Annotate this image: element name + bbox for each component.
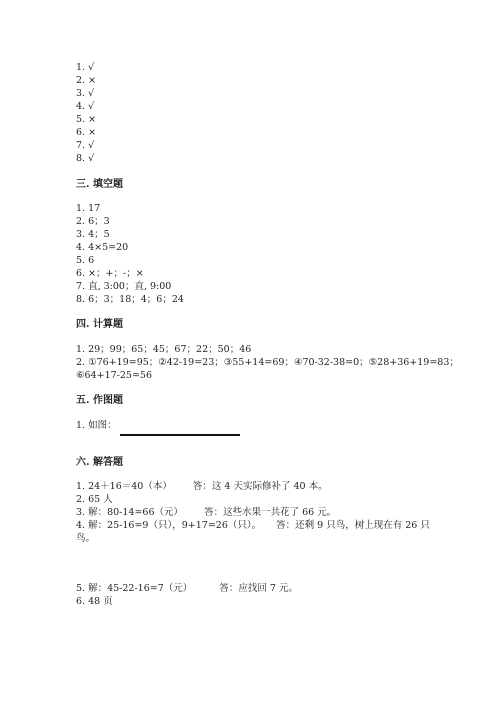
judge-answer-2: 2. ×: [76, 75, 97, 86]
judge-answer-4: 4. √: [76, 101, 95, 112]
word-answer-5: [76, 583, 298, 595]
judge-answer-8: 8. √: [76, 153, 95, 164]
word-answer-6: [76, 596, 113, 608]
word-answer-5-reply: 答：应找回 7 元。: [219, 583, 298, 594]
word-answer-2-calc: 2. 65 人: [76, 494, 113, 505]
word-answer-6-calc: 6. 48 页: [76, 596, 113, 607]
section-title-calculation: 四. 计算题: [76, 319, 123, 330]
fill-answer-3: 3. 4；5: [76, 229, 110, 240]
word-answer-2: [76, 494, 113, 506]
word-answer-3-reply: 答：这些水果一共花了 66 元。: [204, 507, 337, 518]
word-answer-1: [76, 481, 328, 493]
word-answer-1-calc: 1. 24＋16＝40（本）: [76, 481, 172, 492]
judge-answer-7: 7. √: [76, 140, 95, 151]
word-answer-4-reply: 答：还剩 9 只鸟，树上现在有 26 只: [276, 520, 430, 531]
fill-answer-5: 5. 6: [76, 255, 95, 266]
word-answer-3: [76, 507, 336, 519]
calc-answer-1: 1. 29；99；65；45；67；22；50；46: [76, 344, 252, 355]
fill-answer-4: 4. 4×5=20: [76, 242, 129, 253]
word-answer-4: [76, 520, 430, 532]
word-answer-1-reply: 答：这 4 天实际修补了 40 本。: [192, 481, 328, 492]
judge-answer-5: 5. ×: [76, 114, 97, 125]
section-title-drawing: 五. 作图题: [76, 395, 123, 406]
word-answer-5-calc: 5. 解：45-22-16=7（元）: [76, 583, 193, 594]
calc-answer-2: 2. ①76+19=95；②42-19=23；③55+14=69；④70-32-38=0；⑤28+36+19=83；: [76, 357, 459, 368]
section-title-fill-blank: 三. 填空题: [76, 179, 123, 190]
fill-answer-6: 6. ×；+；-；×: [76, 268, 144, 279]
calc-answer-2-cont: ⑥64+17-25=56: [76, 370, 152, 381]
judge-answer-6: 6. ×: [76, 127, 97, 138]
drawn-line-segment: [120, 434, 240, 436]
fill-answer-7: 7. 直, 3:00；直, 9:00: [76, 281, 172, 292]
section-title-word-problems: 六. 解答题: [76, 457, 123, 468]
word-answer-3-calc: 3. 解：80-14=66（元）: [76, 507, 184, 518]
word-answer-4-calc-cont: 鸟。: [76, 533, 96, 544]
judge-answer-3: 3. √: [76, 88, 95, 99]
word-answer-4-calc: 4. 解：25-16=9（只），9+17=26（只）。: [76, 520, 262, 531]
word-answer-4-cont: [76, 533, 95, 545]
fill-answer-1: 1. 17: [76, 203, 101, 214]
drawing-answer-1: 1. 如图：: [76, 420, 117, 431]
judge-answer-1: 1. √: [76, 62, 95, 73]
fill-answer-8: 8. 6；3；18；4；6；24: [76, 294, 184, 305]
fill-answer-2: 2. 6；3: [76, 216, 110, 227]
